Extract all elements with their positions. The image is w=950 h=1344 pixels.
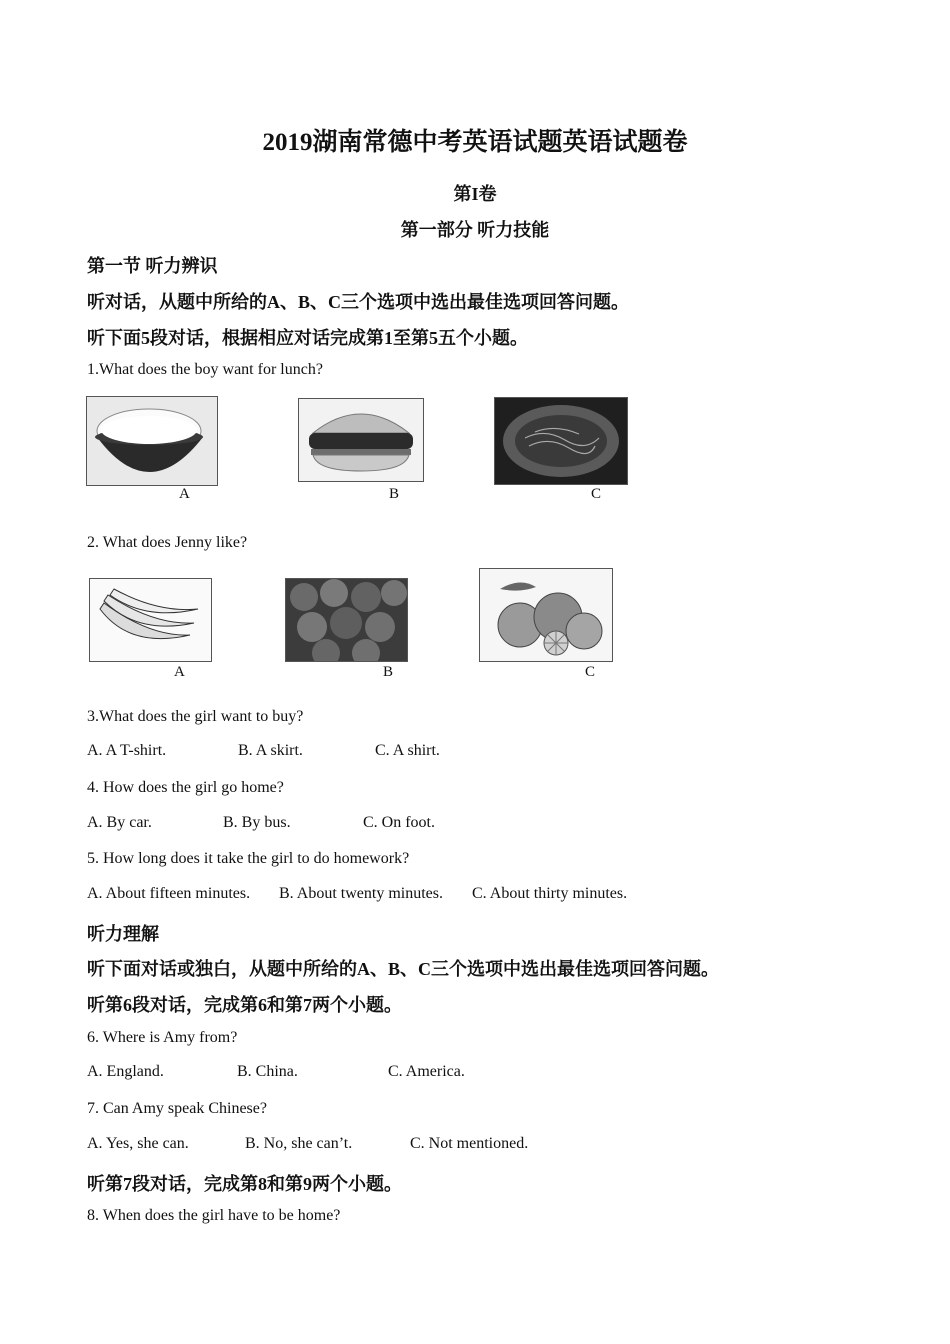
q6-option-a: A. England. (87, 1063, 164, 1080)
q7-option-c: C. Not mentioned. (410, 1135, 529, 1152)
question-1-stem: 1.What does the boy want for lunch? (87, 361, 323, 378)
section2-heading: 听力理解 (87, 924, 159, 944)
q5-option-a: A. About fifteen minutes. (87, 885, 251, 902)
q5-option-c: C. About thirty minutes. (472, 885, 628, 902)
dialog-7-instruction: 听第7段对话，完成第8和第9两个小题。 (87, 1174, 402, 1194)
q4-option-a: A. By car. (87, 814, 152, 831)
q6-option-b: B. China. (237, 1063, 298, 1080)
q2-option-b-label: B (383, 664, 394, 680)
section2-instruction: 听下面对话或独白，从题中所给的A、B、C三个选项中选出最佳选项回答问题。 (87, 959, 720, 979)
hamburger-image (298, 398, 424, 482)
q1-option-b-label: B (389, 486, 400, 502)
noodles-icon (495, 398, 627, 484)
q3-option-b: B. A skirt. (238, 742, 303, 759)
volume-heading: 第I卷 (453, 184, 497, 204)
question-5-stem: 5. How long does it take the girl to do homework? (87, 850, 410, 867)
strawberries-icon (286, 579, 407, 661)
dialog-6-instruction: 听第6段对话，完成第6和第7两个小题。 (87, 995, 402, 1015)
q6-option-c: C. America. (388, 1063, 465, 1080)
bananas-icon (90, 579, 211, 661)
q3-option-c: C. A shirt. (375, 742, 440, 759)
strawberries-image (285, 578, 408, 662)
q4-option-b: B. By bus. (223, 814, 291, 831)
question-2-stem: 2. What does Jenny like? (87, 534, 248, 551)
page-title: 2019湖南常德中考英语试题英语试题卷 (262, 129, 688, 156)
q2-option-a-label: A (174, 664, 185, 680)
q7-option-b: B. No, she can’t. (245, 1135, 353, 1152)
oranges-image (479, 568, 613, 662)
part-heading: 第一部分 听力技能 (400, 220, 550, 240)
question-7-stem: 7. Can Amy speak Chinese? (87, 1100, 267, 1117)
q2-option-c-label: C (585, 664, 596, 680)
rice-bowl-image (86, 396, 218, 486)
oranges-icon (480, 569, 612, 661)
question-8-stem: 8. When does the girl have to be home? (87, 1207, 341, 1224)
hamburger-icon (299, 399, 423, 481)
question-4-stem: 4. How does the girl go home? (87, 779, 284, 796)
q5-option-b: B. About twenty minutes. (279, 885, 443, 902)
bananas-image (89, 578, 212, 662)
q3-option-a: A. A T-shirt. (87, 742, 167, 759)
section1-instruction: 听对话，从题中所给的A、B、C三个选项中选出最佳选项回答问题。 (87, 292, 630, 312)
rice-bowl-icon (87, 397, 217, 485)
noodles-image (494, 397, 628, 485)
q4-option-c: C. On foot. (363, 814, 435, 831)
q1-option-c-label: C (591, 486, 602, 502)
q1-option-a-label: A (179, 486, 190, 502)
section1-instruction-2: 听下面5段对话，根据相应对话完成第1至第5五个小题。 (87, 328, 528, 348)
question-3-stem: 3.What does the girl want to buy? (87, 708, 304, 725)
section1-heading: 第一节 听力辨识 (87, 256, 218, 276)
question-6-stem: 6. Where is Amy from? (87, 1029, 238, 1046)
q7-option-a: A. Yes, she can. (87, 1135, 189, 1152)
